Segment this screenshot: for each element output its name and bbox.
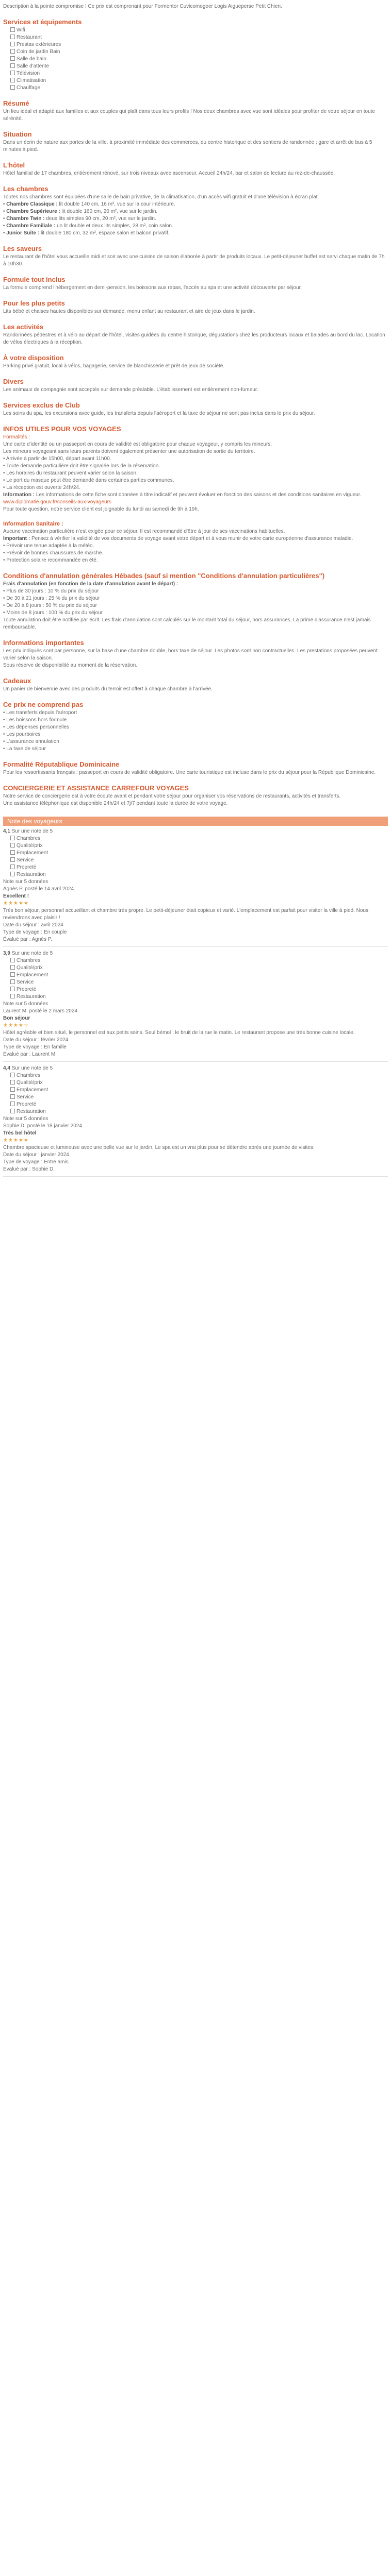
service-item: Prestas extérieures — [10, 41, 388, 48]
review-category: Qualité/prix — [10, 1079, 388, 1087]
ce-qui-item: • Les boissons hors formule — [3, 717, 67, 723]
review-score: 3,9 Sur une note de 5 — [3, 951, 53, 956]
checkbox-icon — [10, 979, 15, 984]
formalites-text: Une carte d'identité ou un passeport en cours de validité est obligatoire pour chaque voyageur, y compris les mineurs. — [3, 442, 272, 447]
review-category: Propreté — [10, 986, 388, 993]
review-date: Date du séjour : février 2024 — [3, 1037, 69, 1043]
saveurs-text: Le restaurant de l'hôtel vous accueille midi et soir avec une cuisine de saison élaborée à partir de produits locaux. Le petit-déjeuner buffet est servi chaque matin de 7h à 10h30. — [3, 254, 385, 267]
divers-text: Les animaux de compagnie sont acceptés sur demande préalable. L'établissement est entièrement non-fumeur. — [3, 387, 258, 393]
page-content — [0, 0, 391, 1177]
sanitaire-bullet: • Protection solaire recommandée en été. — [3, 557, 98, 563]
checkbox-icon — [10, 1094, 15, 1099]
review-block — [3, 828, 388, 947]
infos-title: INFOS UTILES POUR VOS VOYAGES — [3, 425, 121, 433]
plus-petits-text: Lits bébé et chaises hautes disponibles sur demande, menu enfant au restaurant et aire de jeux dans le jardin. — [3, 309, 255, 314]
info-bullet: • Les horaires du restaurant peuvent varier selon la saison. — [3, 470, 138, 476]
service-item: Salle d'attente — [10, 63, 388, 70]
checkbox-icon — [10, 965, 15, 970]
conciergerie-text2: Une assistance téléphonique est disponible 24h/24 et 7j/7 pendant toute la durée de votre voyage. — [3, 801, 228, 806]
disposition-title: À votre disposition — [3, 354, 64, 362]
checkbox-icon — [10, 1073, 15, 1077]
sanitaire-text: Aucune vaccination particulière n'est exigée pour ce séjour. Il est recommandé d'être à jour de ses vaccinations habituelles. — [3, 529, 285, 534]
divider — [3, 1061, 388, 1062]
information-link[interactable]: www.diplomatie.gouv.fr/conseils-aux-voyageurs — [3, 499, 111, 505]
resume-title: Résumé — [3, 99, 29, 107]
infos-importantes-text: Les prix indiqués sont par personne, sur la base d'une chambre double, hors taxe de séjour. Les photos sont non contractuelles. Les prestations proposées peuvent varier selon la saison. — [3, 648, 378, 661]
review-author: Laurent M. posté le 2 mars 2024 — [3, 1008, 77, 1014]
service-item: Restaurant — [10, 34, 388, 41]
review-category: Qualité/prix — [10, 964, 388, 972]
review-reviewer: Évalué par : Laurent M. — [3, 1052, 57, 1057]
review-type: Type de voyage : En couple — [3, 929, 67, 935]
room-line: • Chambre Familiale : un lit double et deux lits simples, 28 m², coin salon. — [3, 223, 173, 229]
checkbox-icon — [10, 987, 15, 991]
review-category: Emplacement — [10, 1087, 388, 1094]
plus-petits-title: Pour les plus petits — [3, 299, 65, 307]
resume-text: Un lieu idéal et adapté aux familles et aux couples qui plaît dans tous leurs profils ! Nos deux chambres avec vue sont idéales pour profiter de votre séjour en toute sérénité. — [3, 109, 375, 122]
cadeaux-text: Un panier de bienvenue avec des produits du terroir est offert à chaque chambre à l'arrivée. — [3, 686, 213, 692]
condition-tier: • Plus de 30 jours : 10 % du prix du séjour — [3, 588, 99, 594]
hotel-text: Hôtel familial de 17 chambres, entièrement rénové, sur trois niveaux avec ascenseur. Accueil 24h/24, bar et salon de lecture au rez-de-chaussée. — [3, 171, 335, 176]
review-category: Propreté — [10, 1101, 388, 1108]
checkbox-icon — [10, 836, 15, 840]
activites-text: Randonnées pédestres et à vélo au départ de l'hôtel, visites guidées du centre historique, dégustations chez les producteurs locaux et balades au bord du lac. Location de vélos électriques à la réception. — [3, 332, 385, 345]
checkbox-icon — [10, 63, 15, 68]
review-categories — [3, 1072, 388, 1115]
service-item: Chauffage — [10, 84, 388, 92]
checkbox-icon — [10, 1087, 15, 1092]
information-link-line — [3, 499, 388, 506]
conditions-subtitle: Frais d'annulation (en fonction de la date d'annulation avant le départ) : — [3, 581, 178, 587]
checkbox-icon — [10, 872, 15, 876]
review-text: Hôtel agréable et bien situé, le personnel est aux petits soins. Seul bémol : le bruit de la rue le matin. Le restaurant propose une très bonne cuisine locale. — [3, 1030, 355, 1036]
service-item: Wifi — [10, 27, 388, 34]
info-bullet: • Toute demande particulière doit être signalée lors de la réservation. — [3, 463, 160, 469]
review-category: Chambres — [10, 957, 388, 964]
review-counts: Note sur 5 données — [3, 1116, 48, 1122]
service-item: Coin de jardin Bain — [10, 48, 388, 56]
review-categories — [3, 835, 388, 878]
situation-text: Dans un écrin de nature aux portes de la ville, à proximité immédiate des commerces, du centre historique et des sentiers de randonnée ; gare et arrêt de bus à 5 minutes à pied. — [3, 140, 372, 152]
checkbox-icon — [10, 850, 15, 855]
review-author: Agnès P. posté le 14 avril 2024 — [3, 886, 74, 892]
review-category: Propreté — [10, 864, 388, 871]
review-text: Chambre spacieuse et lumineuse avec une belle vue sur le jardin. Le spa est un vrai plus pour se détendre après une journée de visites. — [3, 1145, 315, 1150]
review-type: Type de voyage : En famille — [3, 1044, 67, 1050]
infos-voyage: Pour toute question, notre service client est joignable du lundi au samedi de 9h à 19h. — [3, 506, 199, 512]
checkbox-icon — [10, 958, 15, 962]
condition-tier: • De 30 à 21 jours : 25 % du prix du séjour — [3, 596, 100, 601]
infos-importantes-title: Informations importantes — [3, 639, 84, 647]
checkbox-icon — [10, 71, 15, 75]
intro-text: Description à la pointe compromise ! Ce prix est comprenant pour Formentor Cuvicomogeer Logis Aigueperse Petit Chien. — [3, 4, 282, 9]
conditions-title: Conditions d'annulation générales Hébades (sauf si mention "Conditions d'annulation particulières") — [3, 572, 325, 580]
info-bullet: • Le port du masque peut être demandé dans certaines parties communes. — [3, 478, 174, 483]
services-title: Services et équipements — [3, 18, 82, 26]
checkbox-icon — [10, 42, 15, 46]
star-rating-icon: ★★★★★ — [3, 1138, 29, 1143]
checkbox-icon — [10, 85, 15, 90]
exclus-title: Services exclus de Club — [3, 401, 80, 409]
disposition-text: Parking privé gratuit, local à vélos, bagagerie, service de blanchisserie et prêt de jeux de société. — [3, 363, 225, 369]
review-block — [3, 1065, 388, 1177]
star-rating-icon: ★★★★★ — [3, 901, 29, 906]
checkbox-icon — [10, 843, 15, 848]
checkbox-icon — [10, 35, 15, 39]
review-date: Date du séjour : janvier 2024 — [3, 1152, 69, 1158]
checkbox-icon — [10, 994, 15, 998]
review-type: Type de voyage : Entre amis — [3, 1159, 69, 1165]
reviews-header: Note des voyageurs — [3, 817, 388, 826]
checkbox-icon — [10, 865, 15, 869]
review-category: Restauration — [10, 1108, 388, 1115]
checkbox-icon — [10, 49, 15, 54]
review-category: Service — [10, 979, 388, 986]
star-rating-icon: ★★★★☆ — [3, 1023, 29, 1028]
ce-qui-title: Ce prix ne comprend pas — [3, 701, 84, 708]
situation-title: Situation — [3, 130, 32, 138]
condition-tier: • De 20 à 8 jours : 50 % du prix du séjour — [3, 603, 97, 608]
chambres-title: Les chambres — [3, 185, 48, 193]
passeport-note: Les mineurs voyageant sans leurs parents doivent également présenter une autorisation de sortie du territoire. — [3, 449, 255, 454]
service-item: Climatisation — [10, 77, 388, 84]
saveurs-title: Les saveurs — [3, 245, 42, 252]
sanitaire-bullet: • Prévoir de bonnes chaussures de marche. — [3, 550, 104, 556]
room-line: • Chambre Classique : lit double 140 cm, 16 m², vue sur la cour intérieure. — [3, 201, 175, 207]
ce-qui-item: • Les pourboires — [3, 732, 41, 737]
sanitaire-bullet: • Prévoir une tenue adaptée à la météo. — [3, 543, 94, 549]
service-item: Télévision — [10, 70, 388, 77]
room-line: • Junior Suite : lit double 180 cm, 32 m², espace salon et balcon privatif. — [3, 230, 170, 236]
checkbox-icon — [10, 972, 15, 977]
cadeaux-title: Cadeaux — [3, 677, 31, 685]
checkbox-icon — [10, 1080, 15, 1084]
review-category: Service — [10, 1094, 388, 1101]
condition-tier: • Moins de 8 jours : 100 % du prix du séjour — [3, 610, 103, 616]
checkbox-icon — [10, 78, 15, 82]
sanitaire-title: Information Sanitaire : — [3, 521, 63, 527]
infos-importantes-text2: Sous réserve de disponibilité au moment de la réservation. — [3, 663, 138, 668]
activites-title: Les activités — [3, 323, 44, 331]
review-category: Chambres — [10, 835, 388, 842]
room-line: • Chambre Twin : deux lits simples 90 cm, 20 m², vue sur le jardin. — [3, 216, 156, 222]
review-category: Qualité/prix — [10, 842, 388, 850]
formule-title: Formule tout inclus — [3, 276, 66, 283]
review-category: Emplacement — [10, 972, 388, 979]
important-line: Important : Pensez à vérifier la validité de vos documents de voyage avant votre départ et à vous munir de votre carte européenne d'assurance maladie. — [3, 536, 353, 541]
ce-qui-item: • Les dépenses personnelles — [3, 724, 70, 730]
review-category: Chambres — [10, 1072, 388, 1079]
chambres-intro: Toutes nos chambres sont équipées d'une salle de bain privative, de la climatisation, d'un accès wifi gratuit et d'une télévision à écran plat. — [3, 194, 319, 200]
assurance-title: Formalité Réputablique Dominicaine — [3, 760, 120, 768]
divider — [3, 1176, 388, 1177]
review-title: Très bel hôtel — [3, 1130, 37, 1136]
review-reviewer: Évalué par : Sophie D. — [3, 1166, 55, 1172]
review-title: Excellent ! — [3, 893, 29, 899]
checkbox-icon — [10, 1109, 15, 1113]
review-block — [3, 950, 388, 1062]
information-line: Information : Les informations de cette fiche sont données à titre indicatif et peuvent évoluer en fonction des saisons et des conditions sanitaires en vigueur. — [3, 492, 362, 498]
info-bullet: • Arrivée à partir de 15h00, départ avant 11h00. — [3, 456, 111, 462]
review-categories — [3, 957, 388, 1001]
reviews-list — [3, 828, 388, 1177]
hotel-title: L'hôtel — [3, 161, 25, 169]
divider — [3, 946, 388, 947]
service-item: Salle de bain — [10, 56, 388, 63]
conciergerie-title: CONCIERGERIE ET ASSISTANCE CARREFOUR VOYAGES — [3, 784, 189, 792]
review-score: 4,1 Sur une note de 5 — [3, 828, 53, 834]
review-category: Restauration — [10, 871, 388, 878]
review-category: Restauration — [10, 993, 388, 1001]
review-author: Sophie D. posté le 18 janvier 2024 — [3, 1123, 82, 1129]
ce-qui-item: • L'assurance annulation — [3, 739, 59, 744]
review-score: 4,4 Sur une note de 5 — [3, 1065, 53, 1071]
conciergerie-text: Notre service de conciergerie est à votre écoute avant et pendant votre séjour pour organiser vos réservations de restaurants, activités et transferts. — [3, 793, 341, 799]
review-counts: Note sur 5 données — [3, 1001, 48, 1007]
services-list — [3, 27, 388, 92]
checkbox-icon — [10, 857, 15, 862]
review-category: Service — [10, 857, 388, 864]
checkbox-icon — [10, 56, 15, 61]
divers-title: Divers — [3, 378, 24, 385]
ce-qui-item: • La taxe de séjour — [3, 746, 46, 752]
review-category: Emplacement — [10, 850, 388, 857]
formalites-title: Formalités : — [3, 434, 30, 440]
info-bullet: • La réception est ouverte 24h/24. — [3, 485, 80, 490]
ce-qui-item: • Les transferts depuis l'aéroport — [3, 710, 77, 716]
review-counts: Note sur 5 données — [3, 879, 48, 885]
formule-text: La formule comprend l'hébergement en demi-pension, les boissons aux repas, l'accès au spa et une activité découverte par séjour. — [3, 285, 302, 291]
review-text: Très bon séjour, personnel accueillant et chambre très propre. Le petit-déjeuner était copieux et varié. L'emplacement est parfait pour visiter la ville à pied. Nous reviendrons avec plaisir ! — [3, 908, 369, 921]
checkbox-icon — [10, 1101, 15, 1106]
review-reviewer: Évalué par : Agnès P. — [3, 937, 52, 942]
checkbox-icon — [10, 27, 15, 32]
room-line: • Chambre Supérieure : lit double 160 cm, 20 m², vue sur le jardin. — [3, 209, 158, 214]
review-title: Bon séjour — [3, 1015, 30, 1021]
exclus-text: Les soins du spa, les excursions avec guide, les transferts depuis l'aéroport et la taxe de séjour ne sont pas inclus dans le prix du séjour. — [3, 411, 315, 416]
conditions-text: Toute annulation doit être notifiée par écrit. Les frais d'annulation sont calculés sur le montant total du séjour, hors assurances. La prime d'assurance n'est jamais remboursable. — [3, 617, 371, 630]
review-date: Date du séjour : avril 2024 — [3, 922, 63, 928]
assurance-text: Pour les ressortissants français : passeport en cours de validité obligatoire. Une carte touristique est incluse dans le prix du séjour pour la République Dominicaine. — [3, 770, 376, 775]
